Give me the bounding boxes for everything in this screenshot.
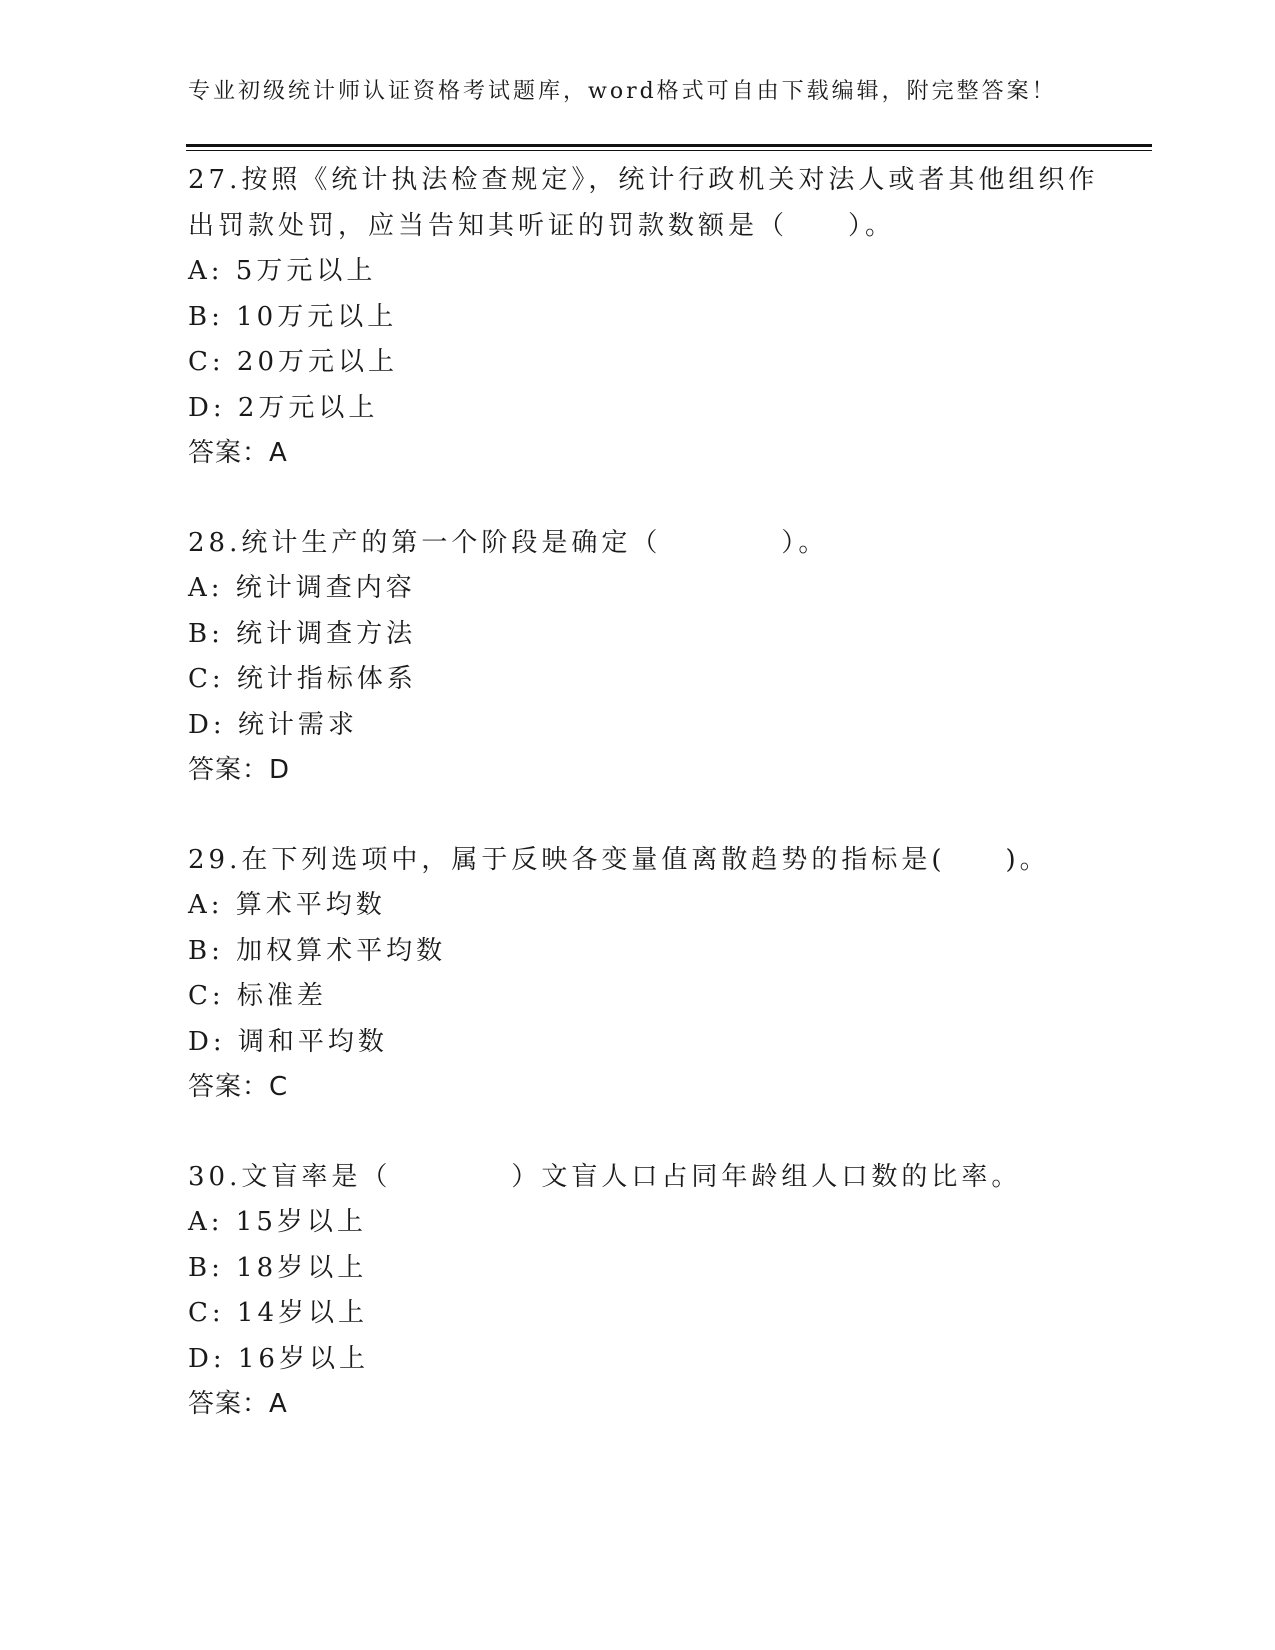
answer-label: 答案：A	[188, 438, 288, 468]
option-d: D: 调和平均数	[188, 1026, 388, 1057]
option-b: B: 统计调查方法	[188, 618, 417, 649]
question-27	[188, 158, 1128, 477]
question-text: 29.在下列选项中，属于反映各变量值离散趋势的指标是( )。	[188, 844, 1050, 875]
option-c: C: 统计指标体系	[188, 664, 417, 694]
question-text: 28.统计生产的第一个阶段是确定（ ）。	[188, 527, 829, 558]
answer-label: 答案：A	[188, 1389, 288, 1419]
option-b: B: 加权算术平均数	[188, 935, 447, 966]
question-text: 27.按照《统计执法检查规定》，统计行政机关对法人或者其他组织作	[188, 165, 1099, 195]
question-list	[188, 158, 1128, 1472]
question-29	[188, 838, 1128, 1111]
option-a: A: 算术平均数	[188, 890, 386, 920]
header-divider-thick	[186, 144, 1152, 147]
header-divider-thin	[186, 150, 1152, 151]
option-c: C: 14岁以上	[188, 1298, 369, 1328]
question-text: 出罚款处罚，应当告知其听证的罚款数额是（ ）。	[188, 210, 896, 241]
option-a: A: 5万元以上	[188, 256, 377, 286]
question-28	[188, 521, 1128, 794]
option-a: A: 统计调查内容	[188, 573, 416, 603]
option-c: C: 标准差	[188, 981, 327, 1011]
option-d: D: 16岁以上	[188, 1343, 369, 1374]
question-text: 30.文盲率是（ ）文盲人口占同年龄组人口数的比率。	[188, 1161, 1022, 1192]
option-a: A: 15岁以上	[188, 1207, 367, 1237]
option-d: D: 2万元以上	[188, 392, 379, 423]
option-b: B: 18岁以上	[188, 1252, 368, 1283]
answer-label: 答案：D	[188, 755, 291, 785]
option-d: D: 统计需求	[188, 709, 358, 740]
option-c: C: 20万元以上	[188, 347, 399, 377]
answer-label: 答案：C	[188, 1072, 289, 1102]
question-30	[188, 1155, 1128, 1428]
option-b: B: 10万元以上	[188, 301, 398, 332]
page-header: 专业初级统计师认证资格考试题库，word格式可自由下载编辑，附完整答案！	[188, 79, 1057, 104]
